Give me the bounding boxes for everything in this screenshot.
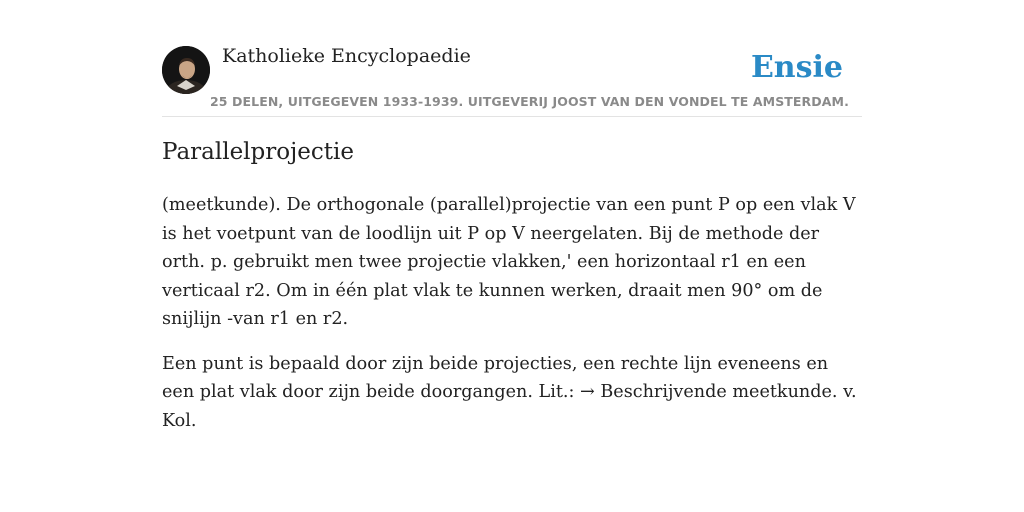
entry-title: Parallelprojectie <box>162 139 354 165</box>
entry-body <box>162 191 862 451</box>
header <box>162 0 862 117</box>
portrait-avatar-icon[interactable] <box>162 46 210 94</box>
site-subtitle: 25 DELEN, UITGEGEVEN 1933-1939. UITGEVERIJ JOOST VAN DEN VONDEL TE AMSTERDAM. <box>210 94 849 109</box>
page-container <box>162 0 862 431</box>
entry-paragraph: Een punt is bepaald door zijn beide projecties, een rechte lijn eveneens en een plat vlak door zijn beide doorgangen. Lit.: → Beschrijvende meetkunde. v. Kol. <box>162 353 857 431</box>
site-title[interactable]: Katholieke Encyclopaedie <box>222 45 471 67</box>
entry-paragraph: (meetkunde). De orthogonale (parallel)projectie van een punt P op een vlak V is het voetpunt van de loodlijn uit P op V neergelaten. Bij de methode der orth. p. gebruikt men twee projectie vlakken,' een horizontaal r1 en een verticaal r2. Om in één plat vlak te kunnen werken, draait men 90° om de snijlijn -van r1 en r2. <box>162 195 856 329</box>
ensie-brand-logo[interactable]: Ensie <box>750 50 843 85</box>
